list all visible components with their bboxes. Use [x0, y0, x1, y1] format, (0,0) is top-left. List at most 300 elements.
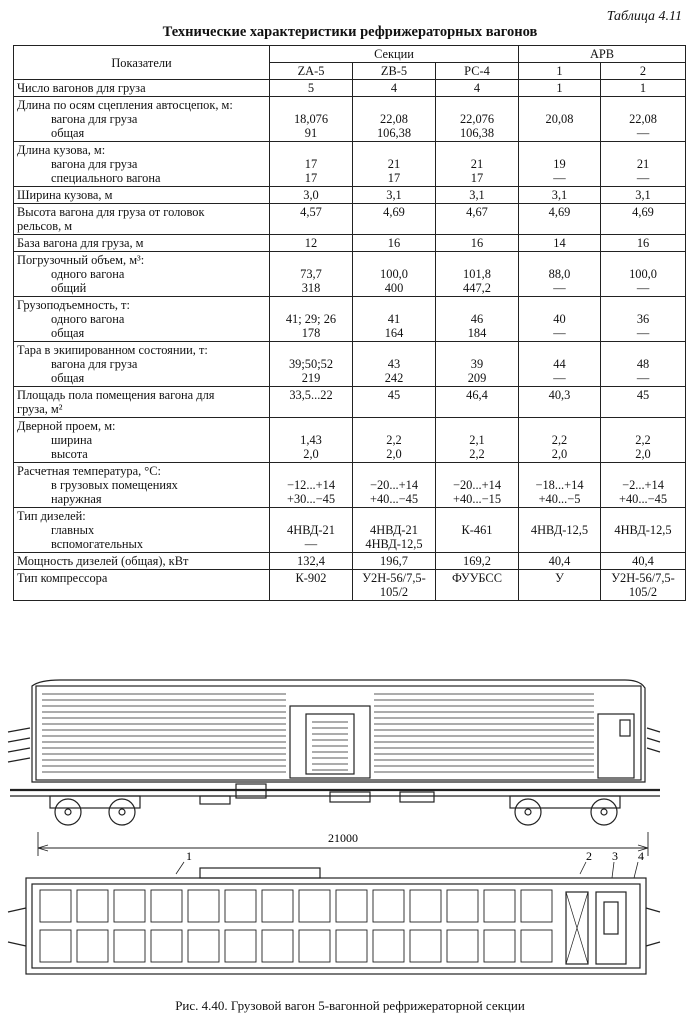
- table-row: [14, 235, 686, 252]
- cell-value: 44: [553, 357, 566, 371]
- cell-value: 4: [473, 81, 481, 95]
- table-title: Технические характеристики рефрижераторных вагонов: [162, 24, 538, 40]
- value-cell: [353, 252, 436, 297]
- value-cell: [270, 553, 353, 570]
- spacer: [604, 464, 682, 478]
- cell-value: 2,1: [469, 433, 485, 447]
- cargo-cell: [447, 930, 478, 962]
- value-cell: [519, 553, 601, 570]
- cell-value: 2,0: [551, 447, 568, 461]
- cell-value: −18...+14: [535, 478, 584, 492]
- refrigerator-car-drawing: [0, 672, 700, 994]
- cargo-cell: [410, 890, 441, 922]
- cell-value: 101,8: [463, 267, 491, 281]
- row-label-line: Тип дизелей:: [17, 509, 86, 523]
- row-label-line: Дверной проем, м:: [17, 419, 116, 433]
- value-cell: [270, 187, 353, 204]
- cell-value: 242: [384, 371, 404, 385]
- cell-value: 41; 29; 26: [285, 312, 337, 326]
- row-label-line: Мощность дизелей (общая), кВт: [17, 554, 189, 568]
- spacer: [439, 253, 515, 267]
- cell-value: 17: [470, 171, 484, 185]
- cargo-cell: [484, 930, 515, 962]
- cell-value: 106,38: [459, 126, 495, 140]
- cell-value: —: [636, 326, 650, 340]
- value-cell: [270, 570, 353, 601]
- cell-value: 91: [304, 126, 318, 140]
- cargo-cell: [299, 930, 330, 962]
- spacer: [356, 98, 432, 112]
- cell-value: 1: [556, 81, 563, 95]
- value-cell: [519, 387, 601, 418]
- cell-value: 73,7: [300, 267, 322, 281]
- table-row: [14, 187, 686, 204]
- cell-value: 22,08: [629, 112, 657, 126]
- cell-value: 4,57: [300, 205, 322, 219]
- value-cell: [436, 235, 519, 252]
- table-row: [14, 142, 686, 187]
- cargo-cell: [77, 890, 108, 922]
- header-col-za5: ZA-5: [270, 63, 353, 80]
- header-sections: Секции: [270, 46, 519, 63]
- cell-value: 400: [384, 281, 404, 295]
- spacer: [356, 464, 432, 478]
- cargo-cell: [410, 930, 441, 962]
- cargo-cell: [484, 890, 515, 922]
- table-row: [14, 508, 686, 553]
- value-cell: [601, 252, 686, 297]
- cargo-cell: [77, 930, 108, 962]
- row-sublabel: общая: [51, 326, 85, 340]
- value-cell: [436, 342, 519, 387]
- spacer: [604, 343, 682, 357]
- left-bogie: [50, 796, 140, 825]
- cell-value: 100,0: [380, 267, 408, 281]
- cell-value: 1: [639, 81, 647, 95]
- spacer: [439, 298, 515, 312]
- value-cell: [353, 418, 436, 463]
- cell-value: К-461: [461, 523, 493, 537]
- row-sublabel: главных: [51, 523, 95, 537]
- spacer: [273, 419, 349, 433]
- row-label-line: груза, м²: [17, 402, 63, 416]
- row-label-line: Ширина кузова, м: [17, 188, 113, 202]
- spacer: [522, 98, 597, 112]
- row-label: [14, 342, 270, 387]
- row-label: [14, 387, 270, 418]
- cell-value: 1,43: [300, 433, 322, 447]
- specifications-table: [13, 45, 686, 601]
- spacer: [604, 98, 682, 112]
- cell-value: 3,0: [303, 188, 319, 202]
- spacer: [439, 509, 515, 523]
- row-label-line: Длина кузова, м:: [17, 143, 106, 157]
- value-cell: [353, 142, 436, 187]
- callout-4: 4: [638, 849, 644, 863]
- value-cell: [601, 387, 686, 418]
- spacer: [522, 253, 597, 267]
- table-number: Таблица 4.11: [606, 9, 682, 24]
- cell-value: —: [636, 281, 650, 295]
- spacer: [273, 509, 349, 523]
- spacer: [356, 298, 432, 312]
- cell-value: 4НВД-21: [287, 523, 335, 537]
- table-row: [14, 204, 686, 235]
- spacer: [439, 343, 515, 357]
- value-cell: [353, 97, 436, 142]
- cell-value: —: [553, 171, 566, 185]
- value-cell: [270, 97, 353, 142]
- row-label-line: Высота вагона для груза от головок: [17, 205, 205, 219]
- dimension-label: 21000: [328, 831, 358, 845]
- value-cell: [601, 142, 686, 187]
- row-sublabel: вагона для груза: [51, 112, 138, 126]
- value-cell: [601, 342, 686, 387]
- value-cell: [436, 508, 519, 553]
- spacer: [439, 98, 515, 112]
- row-label-line: Тип компрессора: [17, 571, 108, 585]
- value-cell: [353, 463, 436, 508]
- cell-value: У2Н-56/7,5-: [611, 571, 675, 585]
- cargo-cell: [262, 890, 293, 922]
- value-cell: [353, 342, 436, 387]
- row-label-line: Длина по осям сцепления автосцепок, м:: [17, 98, 233, 112]
- value-cell: [519, 418, 601, 463]
- cell-value: —: [304, 537, 318, 551]
- cell-value: 45: [636, 388, 650, 402]
- cargo-cell: [225, 930, 256, 962]
- cell-value: 14: [553, 236, 566, 250]
- car-side-view: [8, 680, 660, 804]
- cell-value: 4: [390, 81, 398, 95]
- table-row: [14, 418, 686, 463]
- value-cell: [436, 252, 519, 297]
- cell-value: У2Н-56/7,5-: [362, 571, 426, 585]
- value-cell: [519, 204, 601, 235]
- cell-value: 17: [304, 171, 318, 185]
- cell-value: 41: [387, 312, 401, 326]
- cell-value: 19: [553, 157, 566, 171]
- row-label-line: Площадь пола помещения вагона для: [17, 388, 215, 402]
- row-sublabel: вагона для груза: [51, 357, 138, 371]
- cargo-cell: [336, 930, 367, 962]
- value-cell: [519, 80, 601, 97]
- header-col-zb5: ZB-5: [353, 63, 436, 80]
- row-label-line: База вагона для груза, м: [17, 236, 144, 250]
- cargo-cell: [521, 930, 552, 962]
- cell-value: 164: [384, 326, 404, 340]
- cell-value: 2,0: [635, 447, 651, 461]
- cell-value: 36: [636, 312, 650, 326]
- value-cell: [519, 187, 601, 204]
- cell-value: 39: [470, 357, 484, 371]
- value-cell: [353, 570, 436, 601]
- cell-value: —: [636, 371, 650, 385]
- value-cell: [601, 97, 686, 142]
- value-cell: [353, 297, 436, 342]
- value-cell: [601, 418, 686, 463]
- car-plan-view: [8, 862, 660, 974]
- cell-value: —: [636, 171, 650, 185]
- value-cell: [270, 80, 353, 97]
- cell-value: 3,1: [551, 188, 568, 202]
- cargo-cell: [188, 930, 219, 962]
- table-row: [14, 553, 686, 570]
- value-cell: [436, 463, 519, 508]
- value-cell: [270, 463, 353, 508]
- value-cell: [436, 97, 519, 142]
- spacer: [356, 509, 432, 523]
- value-cell: [270, 508, 353, 553]
- cell-value: 46,4: [466, 388, 488, 402]
- cell-value: 2,2: [635, 433, 651, 447]
- table-row: [14, 97, 686, 142]
- cell-value: 33,5...22: [289, 388, 333, 402]
- value-cell: [519, 508, 601, 553]
- cargo-cell: [151, 930, 182, 962]
- value-cell: [601, 297, 686, 342]
- value-cell: [436, 418, 519, 463]
- value-cell: [601, 187, 686, 204]
- cell-value: [604, 537, 682, 551]
- row-sublabel: высота: [51, 447, 88, 461]
- spacer: [439, 464, 515, 478]
- cell-value: 105/2: [379, 585, 409, 599]
- cell-value: 209: [467, 371, 487, 385]
- row-label: [14, 570, 270, 601]
- cell-value: 4,69: [548, 205, 571, 219]
- spacer: [604, 143, 682, 157]
- value-cell: [519, 342, 601, 387]
- row-sublabel: вагона для груза: [51, 157, 138, 171]
- cell-value: 88,0: [548, 267, 571, 281]
- table-row: [14, 297, 686, 342]
- row-sublabel: специального вагона: [51, 171, 161, 185]
- row-label: [14, 97, 270, 142]
- cell-value: 17: [304, 157, 318, 171]
- table-row: [14, 80, 686, 97]
- header-col-rs4: РС-4: [436, 63, 519, 80]
- cell-value: [522, 537, 597, 551]
- spacer: [273, 253, 349, 267]
- cargo-cell: [373, 890, 404, 922]
- cell-value: 2,0: [386, 447, 402, 461]
- cargo-cell: [151, 890, 182, 922]
- cargo-cell: [299, 890, 330, 922]
- table-row: [14, 387, 686, 418]
- spacer: [604, 509, 682, 523]
- table-row: [14, 570, 686, 601]
- figure-caption: Рис. 4.40. Грузовой вагон 5-вагонной рефрижераторной секции: [175, 998, 525, 1013]
- cargo-cell: [188, 890, 219, 922]
- header-indicators: Показатели: [14, 46, 270, 80]
- cell-value: +40...−15: [452, 492, 502, 506]
- row-label: [14, 418, 270, 463]
- cell-value: 184: [467, 326, 487, 340]
- value-cell: [601, 80, 686, 97]
- cell-value: 45: [387, 388, 401, 402]
- cell-value: 100,0: [629, 267, 657, 281]
- cell-value: 22,076: [459, 112, 495, 126]
- cell-value: −12...+14: [286, 478, 336, 492]
- row-label: [14, 553, 270, 570]
- value-cell: [270, 387, 353, 418]
- value-cell: [519, 252, 601, 297]
- cell-value: 12: [304, 236, 318, 250]
- spacer: [522, 509, 597, 523]
- spacer: [604, 419, 682, 433]
- callout-1: 1: [186, 849, 192, 863]
- value-cell: [270, 418, 353, 463]
- cell-value: 4НВД-21: [370, 523, 418, 537]
- cell-value: 169,2: [463, 554, 491, 568]
- cell-value: 17: [387, 171, 401, 185]
- cargo-cell: [40, 930, 71, 962]
- table-row: [14, 252, 686, 297]
- spacer: [604, 298, 682, 312]
- value-cell: [519, 142, 601, 187]
- cell-value: 3,1: [386, 188, 402, 202]
- spacer: [356, 143, 432, 157]
- cell-value: 39;50;52: [288, 357, 334, 371]
- row-label-line: Грузоподъемность, т:: [17, 298, 130, 312]
- cell-value: 46: [470, 312, 484, 326]
- cell-value: +40...−5: [538, 492, 581, 506]
- value-cell: [270, 204, 353, 235]
- value-cell: [519, 570, 601, 601]
- cell-value: ФУУБСС: [452, 571, 502, 585]
- value-cell: [353, 508, 436, 553]
- header-col-arv1: 1: [519, 63, 601, 80]
- value-cell: [353, 235, 436, 252]
- cell-value: 4НВД-12,5: [365, 537, 423, 551]
- value-cell: [519, 463, 601, 508]
- cargo-cell: [225, 890, 256, 922]
- cell-value: —: [636, 126, 650, 140]
- cell-value: 219: [301, 371, 321, 385]
- value-cell: [519, 235, 601, 252]
- cell-value: 4НВД-12,5: [614, 523, 672, 537]
- row-label: [14, 80, 270, 97]
- cell-value: 3,1: [635, 188, 651, 202]
- cell-value: К-902: [295, 571, 327, 585]
- row-sublabel: наружная: [51, 492, 102, 506]
- spacer: [356, 253, 432, 267]
- value-cell: [353, 204, 436, 235]
- cell-value: 20,08: [545, 112, 574, 126]
- row-label: [14, 252, 270, 297]
- row-label: [14, 204, 270, 235]
- spacer: [522, 464, 597, 478]
- row-label-line: Расчетная температура, °С:: [17, 464, 161, 478]
- callout-2: 2: [586, 849, 592, 863]
- cell-value: +30...−45: [286, 492, 336, 506]
- cell-value: −2...+14: [622, 478, 664, 492]
- value-cell: [436, 553, 519, 570]
- value-cell: [436, 387, 519, 418]
- cell-value: У: [555, 571, 564, 585]
- cell-value: 2,2: [469, 447, 485, 461]
- cell-value: 40,4: [632, 554, 654, 568]
- cell-value: 48: [636, 357, 650, 371]
- cell-value: —: [553, 371, 566, 385]
- value-cell: [353, 553, 436, 570]
- value-cell: [436, 187, 519, 204]
- cell-value: +40...−45: [369, 492, 419, 506]
- value-cell: [270, 342, 353, 387]
- value-cell: [436, 142, 519, 187]
- cell-value: 447,2: [463, 281, 491, 295]
- cell-value: 178: [301, 326, 321, 340]
- callout-3: 3: [612, 849, 618, 863]
- cell-value: 16: [470, 236, 484, 250]
- row-label: [14, 142, 270, 187]
- value-cell: [353, 187, 436, 204]
- row-label: [14, 297, 270, 342]
- cargo-cell: [40, 890, 71, 922]
- cargo-cell: [262, 930, 293, 962]
- value-cell: [436, 570, 519, 601]
- cell-value: +40...−45: [618, 492, 668, 506]
- cell-value: 132,4: [297, 554, 325, 568]
- cargo-cell: [114, 890, 145, 922]
- value-cell: [436, 204, 519, 235]
- row-sublabel: одного вагона: [51, 267, 125, 281]
- cell-value: 22,08: [380, 112, 408, 126]
- cell-value: 5: [307, 81, 315, 95]
- spacer: [356, 343, 432, 357]
- cell-value: 4НВД-12,5: [530, 523, 589, 537]
- value-cell: [601, 508, 686, 553]
- cargo-cell: [336, 890, 367, 922]
- row-sublabel: в грузовых помещениях: [51, 478, 178, 492]
- spacer: [522, 143, 597, 157]
- spacer: [273, 298, 349, 312]
- cell-value: 4,69: [632, 205, 654, 219]
- row-sublabel: общая: [51, 126, 85, 140]
- cell-value: 43: [387, 357, 401, 371]
- cargo-cell: [521, 890, 552, 922]
- cell-value: 4,67: [466, 205, 488, 219]
- cell-value: 318: [301, 281, 321, 295]
- value-cell: [270, 297, 353, 342]
- cell-value: 106,38: [376, 126, 412, 140]
- row-sublabel: общий: [51, 281, 87, 295]
- header-col-arv2: 2: [601, 63, 686, 80]
- right-bogie: [510, 796, 620, 825]
- value-cell: [270, 142, 353, 187]
- cell-value: 40,3: [548, 388, 571, 402]
- row-sublabel: одного вагона: [51, 312, 125, 326]
- cell-value: 16: [387, 236, 401, 250]
- spacer: [273, 343, 349, 357]
- row-label-line: Число вагонов для груза: [17, 81, 146, 95]
- cell-value: [439, 537, 515, 551]
- cell-value: 18,076: [293, 112, 329, 126]
- cell-value: 40: [553, 312, 566, 326]
- row-label-line: Тара в экипированном состоянии, т:: [17, 343, 208, 357]
- value-cell: [601, 463, 686, 508]
- value-cell: [270, 252, 353, 297]
- cell-value: −20...+14: [452, 478, 502, 492]
- spacer: [273, 143, 349, 157]
- cell-value: —: [553, 326, 566, 340]
- cell-value: [522, 126, 597, 140]
- cell-value: 21: [470, 157, 484, 171]
- cell-value: 21: [387, 157, 401, 171]
- header-arv: АРВ: [519, 46, 686, 63]
- value-cell: [270, 235, 353, 252]
